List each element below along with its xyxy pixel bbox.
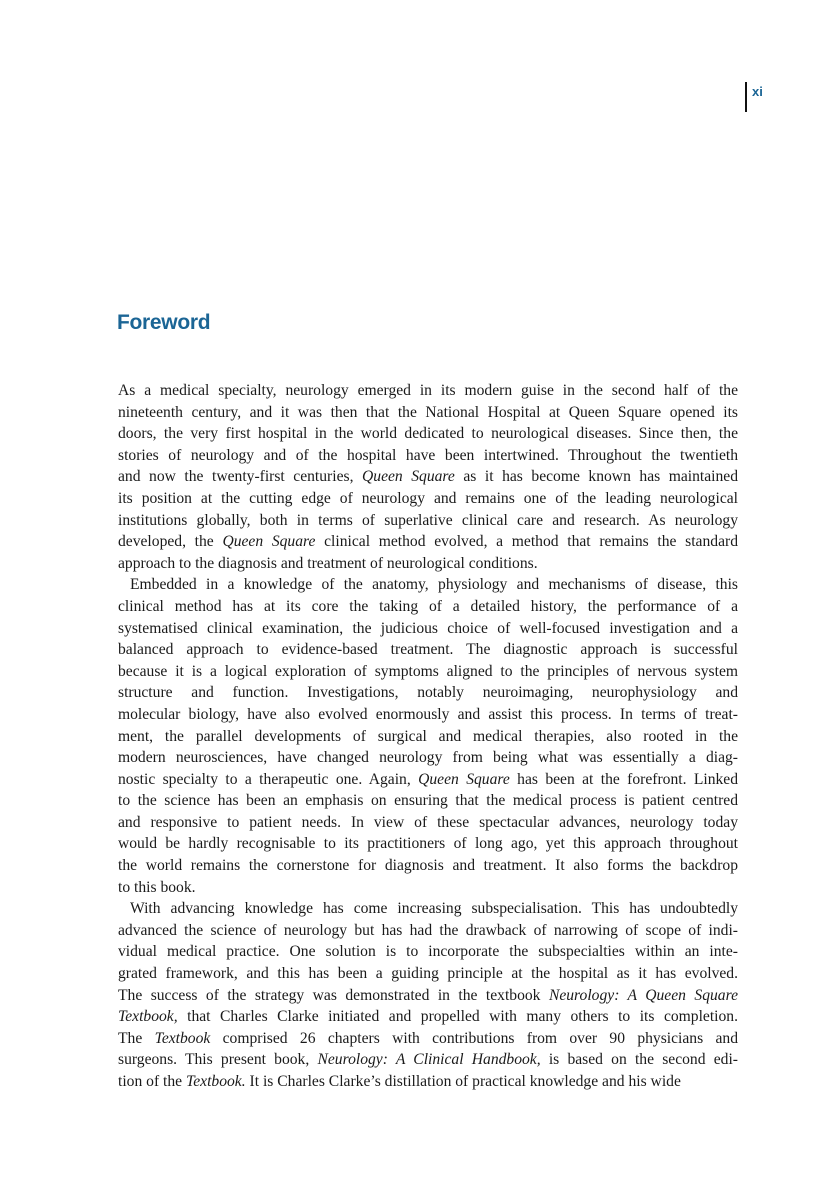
text-line <box>118 985 738 1007</box>
text-line <box>118 769 738 791</box>
text-line <box>118 941 738 963</box>
text-segment: clinical method has at its core the taking of a detailed history, the performance of a <box>118 597 738 615</box>
text-segment: systematised clinical examination, the judicious choice of well-focused investigation and a <box>118 619 738 637</box>
text-line <box>118 898 738 920</box>
text-line <box>118 661 738 683</box>
italic-text: Queen Square <box>362 468 455 486</box>
text-line <box>118 747 738 769</box>
text-segment: because it is a logical exploration of symptoms aligned to the principles of nervous system <box>118 662 738 680</box>
text-segment: would be hardly recognisable to its practitioners of long ago, yet this approach throughout <box>118 835 738 853</box>
page-number: xi <box>752 84 763 99</box>
text-segment: and responsive to patient needs. In view of these spectacular advances, neurology today <box>118 813 738 831</box>
paragraph <box>118 380 738 574</box>
text-line <box>118 380 738 402</box>
italic-text: Textbook. <box>186 1073 246 1090</box>
italic-text: Textbook, <box>118 1008 178 1026</box>
text-segment: is based on the second edi- <box>540 1051 738 1069</box>
text-segment: molecular biology, have also evolved enormously and assist this process. In terms of treat- <box>118 705 738 723</box>
text-segment: as it has become known has maintained <box>454 468 738 486</box>
text-line <box>118 1028 738 1050</box>
text-line <box>118 445 738 467</box>
text-line <box>118 920 738 942</box>
text-line <box>118 531 738 553</box>
text-line <box>118 855 738 877</box>
text-line <box>118 704 738 726</box>
text-segment: structure and function. Investigations, notably neuroimaging, neurophysiology and <box>118 684 738 702</box>
text-line <box>118 1071 738 1093</box>
text-segment: The <box>118 1029 155 1047</box>
text-segment: has been at the forefront. Linked <box>509 770 739 788</box>
italic-text: Neurology: A Queen Square <box>548 986 738 1004</box>
text-line <box>118 682 738 704</box>
italic-text: Textbook <box>154 1029 211 1047</box>
paragraph <box>118 574 738 898</box>
text-segment: approach to the diagnosis and treatment of neurological conditions. <box>118 554 538 572</box>
text-segment: grated framework, and this has been a guiding principle at the hospital as it has evolved. <box>118 965 738 983</box>
text-line <box>118 618 738 640</box>
text-line <box>118 812 738 834</box>
text-line <box>118 488 738 510</box>
text-line <box>118 726 738 748</box>
text-line <box>118 790 738 812</box>
text-line <box>118 553 738 575</box>
text-line <box>118 833 738 855</box>
text-line <box>118 574 738 596</box>
paragraph <box>118 898 738 1092</box>
text-segment: balanced approach to evidence-based treatment. The diagnostic approach is successful <box>118 641 738 659</box>
text-segment: tion of the <box>118 1073 186 1090</box>
text-segment: that Charles Clarke initiated and propelled with many others to its completion. <box>177 1008 738 1026</box>
text-segment: developed, the <box>118 533 223 551</box>
text-line <box>118 1049 738 1071</box>
page-title: Foreword <box>117 311 211 334</box>
text-line <box>118 402 738 424</box>
text-segment: Embedded in a knowledge of the anatomy, physiology and mechanisms of disease, this <box>130 576 738 594</box>
text-segment: It is Charles Clarke’s distillation of practical knowledge and his wide <box>245 1073 681 1090</box>
text-segment: vidual medical practice. One solution is to incorporate the subspecialties within an inte- <box>118 943 738 961</box>
text-line <box>118 877 738 899</box>
text-segment: the world remains the cornerstone for diagnosis and treatment. It also forms the backdrop <box>118 857 738 875</box>
text-segment: As a medical specialty, neurology emerged in its modern guise in the second half of the <box>118 382 738 399</box>
text-segment: nostic specialty to a therapeutic one. Again, <box>118 770 419 788</box>
text-segment: With advancing knowledge has come increasing subspecialisation. This has undoubtedly <box>130 900 738 918</box>
text-line <box>118 596 738 618</box>
text-segment: surgeons. This present book, <box>118 1051 318 1069</box>
text-segment: and now the twenty-first centuries, <box>118 468 363 486</box>
text-segment: its position at the cutting edge of neurology and remains one of the leading neurological <box>118 489 738 507</box>
text-segment: stories of neurology and of the hospital have been intertwined. Throughout the twentieth <box>118 446 738 464</box>
text-segment: comprised 26 chapters with contributions from over 90 physicians and <box>210 1029 738 1047</box>
page-number-rule <box>745 82 747 112</box>
text-segment: to this book. <box>118 878 196 896</box>
text-segment: institutions globally, both in terms of superlative clinical care and research. As neurology <box>118 511 738 529</box>
text-segment: The success of the strategy was demonstrated in the textbook <box>118 986 549 1004</box>
text-segment: nineteenth century, and it was then that the National Hospital at Queen Square opened its <box>118 403 738 421</box>
italic-text: Neurology: A Clinical Handbook, <box>317 1051 541 1069</box>
text-segment: advanced the science of neurology but has had the drawback of narrowing of scope of indi- <box>118 921 738 939</box>
text-segment: ment, the parallel developments of surgical and medical therapies, also rooted in the <box>118 727 738 745</box>
italic-text: Queen Square <box>418 770 510 788</box>
text-line <box>118 639 738 661</box>
text-segment: to the science has been an emphasis on ensuring that the medical process is patient centred <box>118 792 738 810</box>
italic-text: Queen Square <box>222 533 316 551</box>
text-line <box>118 1006 738 1028</box>
text-line <box>118 423 738 445</box>
text-segment: doors, the very first hospital in the world dedicated to neurological diseases. Since then, the <box>118 425 738 443</box>
text-line <box>118 466 738 488</box>
text-line <box>118 963 738 985</box>
text-line <box>118 510 738 532</box>
foreword-body <box>118 380 738 1093</box>
text-segment: clinical method evolved, a method that remains the standard <box>315 533 738 551</box>
text-segment: modern neurosciences, have changed neurology from being what was essentially a diag- <box>118 749 738 767</box>
